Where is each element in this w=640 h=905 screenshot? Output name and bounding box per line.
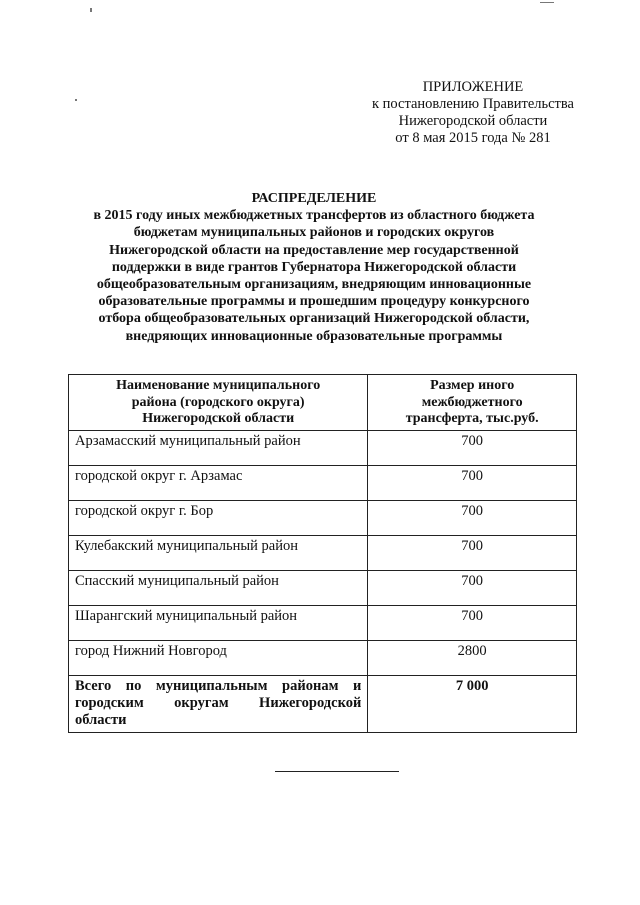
municipality-name: городской округ г. Арзамас	[69, 465, 368, 500]
appendix-block	[350, 79, 596, 147]
transfer-amount: 700	[368, 605, 577, 640]
municipality-name: Спасский муниципальный район	[69, 570, 368, 605]
table-header-row	[69, 375, 577, 431]
title-line: Нижегородской области на предоставление мер государственной	[109, 242, 519, 258]
title-line: образовательные программы и прошедшим процедуру конкурсного	[98, 294, 530, 310]
scan-speck	[90, 8, 92, 12]
title-line: в 2015 году иных межбюджетных трансфертов из областного бюджета	[93, 208, 535, 224]
title-line: отбора общеобразовательных организаций Нижегородской области,	[98, 311, 530, 327]
transfer-amount: 700	[368, 570, 577, 605]
end-of-document-rule	[275, 771, 399, 772]
total-amount: 7 000	[368, 675, 577, 732]
title-heading: РАСПРЕДЕЛЕНИЕ	[251, 191, 377, 206]
transfer-amount: 700	[368, 430, 577, 465]
scan-speck	[540, 2, 554, 3]
municipality-name: Кулебакский муниципальный район	[69, 535, 368, 570]
title-line: бюджетам муниципальных районов и городских округов	[133, 225, 495, 241]
total-row	[69, 675, 577, 732]
table-row	[69, 500, 577, 535]
title-line: внедряющих инновационные образовательные программы	[125, 328, 503, 344]
total-label: Всего по муниципальным районам и городским округам Нижегородской области	[69, 675, 368, 732]
table-row	[69, 465, 577, 500]
municipality-name: город Нижний Новгород	[69, 640, 368, 675]
table-row	[69, 535, 577, 570]
title-line: поддержки в виде грантов Губернатора Нижегородской области	[111, 259, 517, 275]
header-municipality: Наименование муниципального района (городского округа) Нижегородской области	[69, 375, 368, 431]
transfer-amount: 700	[368, 535, 577, 570]
appendix-reference: к постановлению Правительства	[372, 96, 574, 112]
appendix-region: Нижегородской области	[398, 113, 548, 129]
table-row	[69, 570, 577, 605]
appendix-label: ПРИЛОЖЕНИЕ	[422, 79, 524, 95]
municipality-name: Арзамасский муниципальный район	[69, 430, 368, 465]
header-amount: Размер иного межбюджетного трансферта, тыс.руб.	[368, 375, 577, 431]
scan-speck	[75, 99, 77, 101]
transfer-amount: 700	[368, 500, 577, 535]
table-row	[69, 430, 577, 465]
appendix-date-number: от 8 мая 2015 года № 281	[395, 130, 551, 146]
distribution-table	[68, 374, 577, 733]
municipality-name: городской округ г. Бор	[69, 500, 368, 535]
table-row	[69, 605, 577, 640]
municipality-name: Шарангский муниципальный район	[69, 605, 368, 640]
title-line: общеобразовательным организациям, внедряющим инновационные	[96, 277, 532, 293]
transfer-amount: 2800	[368, 640, 577, 675]
table-row	[69, 640, 577, 675]
transfer-amount: 700	[368, 465, 577, 500]
document-title	[56, 190, 572, 345]
